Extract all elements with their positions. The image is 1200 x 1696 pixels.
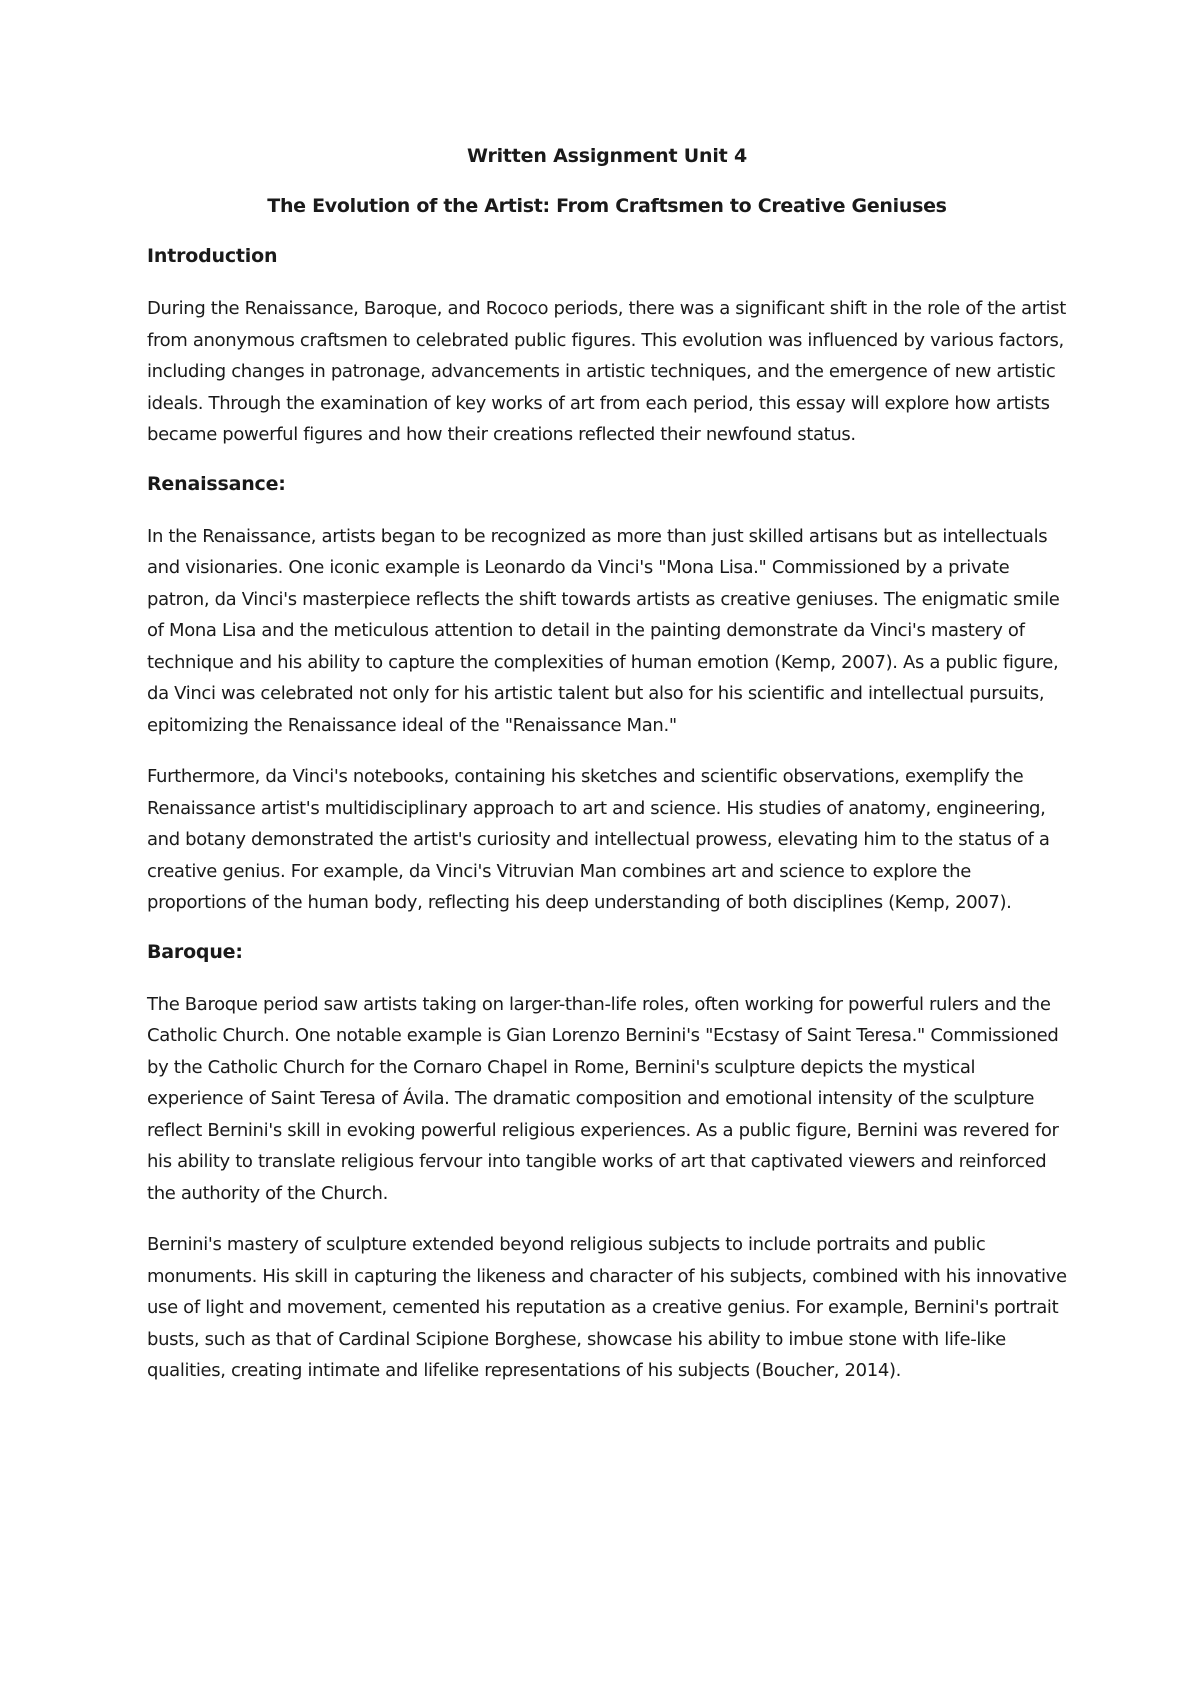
document-title: Written Assignment Unit 4 bbox=[467, 145, 747, 167]
paragraph: The Baroque period saw artists taking on larger-than-life roles, often working for powerful rulers and the Catholic Church. One notable example is Gian Lorenzo Bernini's "Ecstasy of Saint Teresa." Commissioned by the Catholic Church for the Cornaro Chapel in Rome, Bernini's sculpture depicts the mystical experience of Saint Teresa of Ávila. The dramatic composition and emotional intensity of the sculpture reflect Bernini's skill in evoking powerful religious experiences. As a public figure, Bernini was revered for his ability to translate religious fervour into tangible works of art that captivated viewers and reinforced the authority of the Church. bbox=[147, 993, 1059, 1204]
paragraph: Furthermore, da Vinci's notebooks, containing his sketches and scientific observations, exemplify the Renaissance artist's multidisciplinary approach to art and science. His studies of anatomy, engineering, and botany demonstrated the artist's curiosity and intellectual prowess, elevating him to the status of a creative genius. For example, da Vinci's Vitruvian Man combines art and science to explore the proportions of the human body, reflecting his deep understanding of both disciplines (Kemp, 2007). bbox=[147, 766, 1050, 913]
section-renaissance bbox=[147, 471, 1067, 919]
paragraph: During the Renaissance, Baroque, and Rococo periods, there was a significant shift in the role of the artist from anonymous craftsmen to celebrated public figures. This evolution was influenced by various factors, including changes in patronage, advancements in artistic techniques, and the emergence of new artistic ideals. Through the examination of key works of art from each period, this essay will explore how artists became powerful figures and how their creations reflected their newfound status. bbox=[147, 298, 1066, 445]
section-heading: Renaissance: bbox=[147, 472, 286, 495]
document-body bbox=[147, 143, 1067, 1407]
paragraph: Bernini's mastery of sculpture extended beyond religious subjects to include portraits and public monuments. His skill in capturing the likeness and character of his subjects, combined with his innovative use of light and movement, cemented his reputation as a creative genius. For example, Bernini's portrait busts, such as that of Cardinal Scipione Borghese, showcase his ability to imbue stone with life-like qualities, creating intimate and lifelike representations of his subjects (Boucher, 2014). bbox=[147, 1234, 1067, 1381]
paragraph: In the Renaissance, artists began to be recognized as more than just skilled artisans but as intellectuals and visionaries. One iconic example is Leonardo da Vinci's "Mona Lisa." Commissioned by a private patron, da Vinci's masterpiece reflects the shift towards artists as creative geniuses. The enigmatic smile of Mona Lisa and the meticulous attention to detail in the painting demonstrate da Vinci's mastery of technique and his ability to capture the complexities of human emotion (Kemp, 2007). As a public figure, da Vinci was celebrated not only for his artistic talent but also for his scientific and intellectual pursuits, epitomizing the Renaissance ideal of the "Renaissance Man." bbox=[147, 525, 1060, 736]
document-subtitle: The Evolution of the Artist: From Craftsmen to Creative Geniuses bbox=[267, 195, 947, 217]
section-heading: Introduction bbox=[147, 245, 278, 267]
section-introduction bbox=[147, 243, 1067, 451]
section-heading: Baroque: bbox=[147, 940, 243, 963]
section-baroque bbox=[147, 939, 1067, 1387]
